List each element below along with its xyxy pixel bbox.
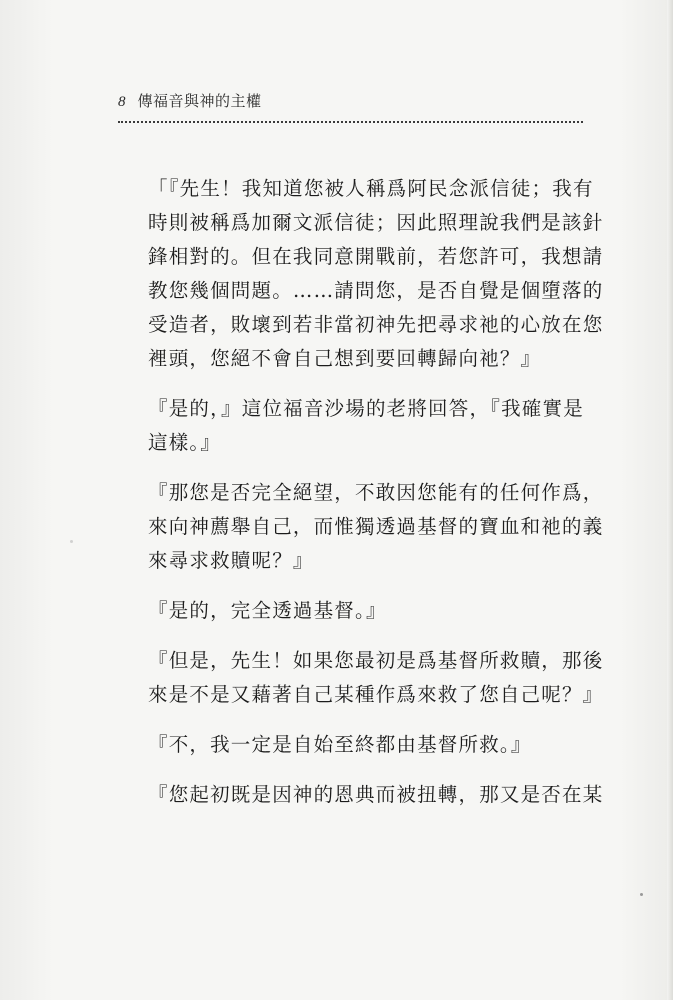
text-line: 鋒相對的。但在我同意開戰前，若您許可，我想請 <box>148 245 604 268</box>
paper-speck <box>640 893 643 896</box>
text-line: 『是的，完全透過基督。』 <box>148 599 387 622</box>
paper-speck <box>70 540 73 543</box>
text-line: 來向神薦舉自己，而惟獨透過基督的寶血和祂的義 <box>148 515 604 538</box>
page-number: 8 <box>118 94 126 110</box>
text-line: 來尋求救贖呢？』 <box>148 549 314 572</box>
paragraph <box>148 778 604 812</box>
text-line: 受造者，敗壞到若非當初神先把尋求祂的心放在您 <box>148 313 604 336</box>
text-line: 「『先生！我知道您被人稱爲阿民念派信徒；我有 <box>148 177 594 200</box>
paragraph <box>148 172 604 376</box>
header-dotted-rule <box>118 121 583 123</box>
text-line: 『您起初既是因神的恩典而被扭轉，那又是否在某 <box>148 783 604 806</box>
paragraph <box>148 392 583 460</box>
paragraph <box>148 644 604 712</box>
text-line: 『但是，先生！如果您最初是爲基督所救贖，那後 <box>148 649 604 672</box>
running-header <box>118 90 262 111</box>
text-line: 這樣。』 <box>148 431 222 454</box>
paragraph <box>148 594 583 628</box>
text-line: 『不，我一定是自始至終都由基督所救。』 <box>148 733 532 756</box>
running-title: 傳福音與神的主權 <box>137 92 262 110</box>
body-text <box>148 172 604 828</box>
page-edge <box>667 0 673 1000</box>
text-line: 來是不是又藉著自己某種作爲來救了您自己呢？』 <box>148 683 604 706</box>
text-line: 教您幾個問題。……請問您，是否自覺是個墮落的 <box>148 279 604 302</box>
paragraph <box>148 728 583 762</box>
text-line: 時則被稱爲加爾文派信徒；因此照理說我們是該針 <box>148 211 604 234</box>
text-line: 『那您是否完全絕望，不敢因您能有的任何作爲， <box>148 481 604 504</box>
paragraph <box>148 476 604 578</box>
text-line: 『是的，』這位福音沙場的老將回答，『我確實是 <box>148 397 584 420</box>
text-line: 裡頭，您絕不會自己想到要回轉歸向祂？』 <box>148 347 542 370</box>
